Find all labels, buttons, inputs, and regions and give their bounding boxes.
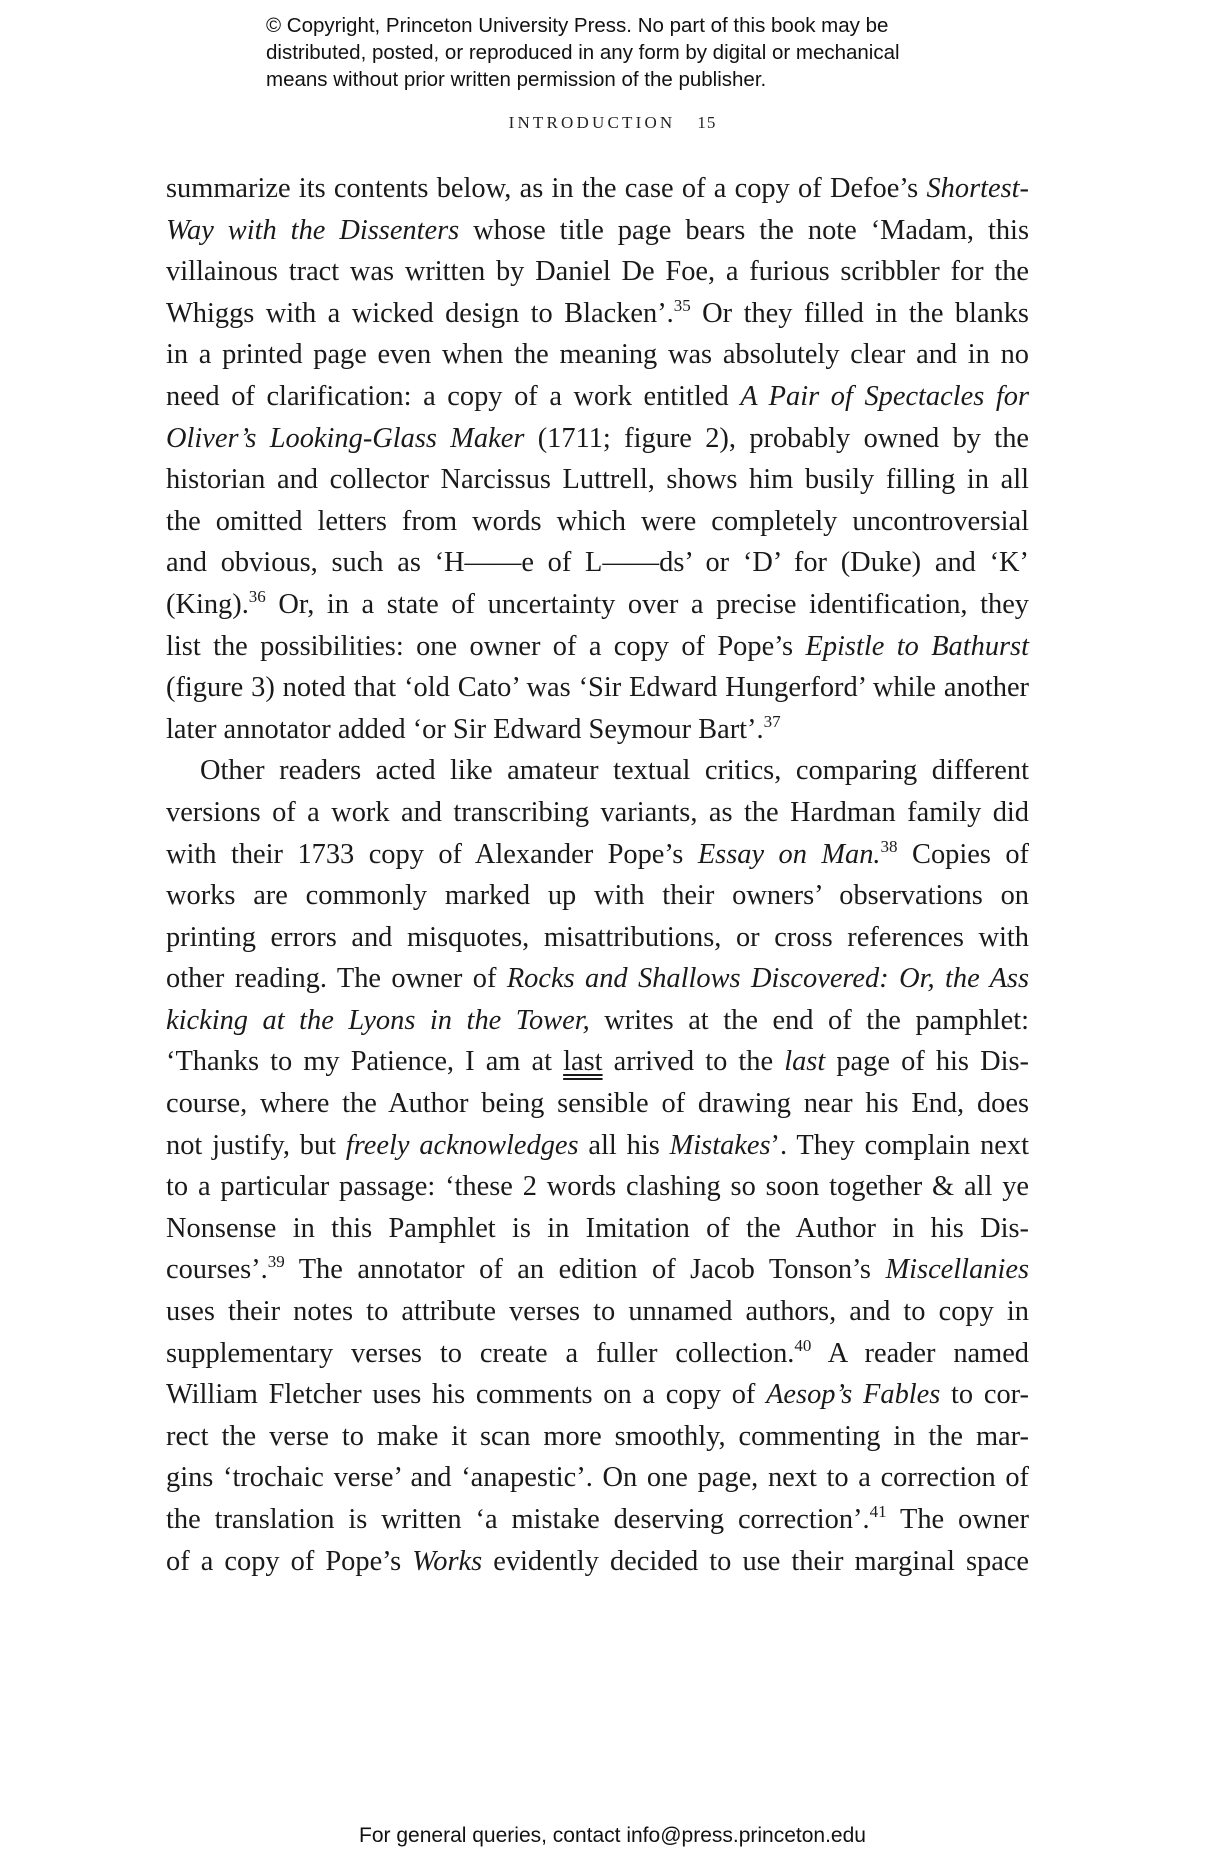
copyright-line: means without prior written permission of the publisher.	[266, 68, 767, 91]
text-line: Way with the Dissenters whose title page bears the note ‘Madam, this	[166, 214, 1029, 246]
text-line: the omitted letters from words which were completely uncontroversial	[166, 505, 1029, 537]
text-line: kicking at the Lyons in the Tower, writes at the end of the pamphlet:	[166, 1004, 1029, 1036]
text-line: (figure 3) noted that ‘old Cato’ was ‘Sir Edward Hungerford’ while another	[166, 672, 1029, 704]
text-line: historian and collector Narcissus Luttrell, shows him busily filling in all	[166, 464, 1029, 496]
text-line: course, where the Author being sensible of drawing near his End, does	[166, 1088, 1029, 1120]
text-line: list the possibilities: one owner of a copy of Pope’s Epistle to Bathurst	[166, 630, 1029, 662]
text-line: Other readers acted like amateur textual critics, comparing different	[200, 755, 1029, 787]
text-line: works are commonly marked up with their owners’ observations on	[166, 880, 1029, 912]
text-line: versions of a work and transcribing variants, as the Hardman family did	[166, 796, 1029, 828]
text-line: Whiggs with a wicked design to Blacken’.$^{35}$ Or they filled in the blanks	[166, 295, 1029, 329]
footer-contact: For general queries, contact info@press.princeton.edu	[359, 1824, 866, 1847]
copyright-line: © Copyright, Princeton University Press. No part of this book may be	[266, 14, 889, 37]
page-number: 15	[697, 113, 717, 132]
footnote-ref: 35	[673, 295, 691, 315]
text-line: the translation is written ‘a mistake deserving correction’.$^{41}$ The owner	[166, 1502, 1029, 1535]
section-title: INTRODUCTION	[508, 113, 676, 132]
text-line: later annotator added ‘or Sir Edward Seymour Bart’.$^{37}$	[166, 711, 781, 745]
text-line: gins ‘trochaic verse’ and ‘anapestic’. On one page, next to a correction of	[166, 1462, 1029, 1494]
footnote-ref: 39	[267, 1252, 285, 1272]
footnote-ref: 40	[794, 1335, 812, 1355]
text-line: with their 1733 copy of Alexander Pope’s Essay on Man.$^{38}$ Copies of	[166, 836, 1029, 870]
footnote-ref: 36	[248, 586, 266, 606]
text-line: and obvious, such as ‘H——e of L——ds’ or ‘D’ for (Duke) and ‘K’	[166, 547, 1029, 579]
body-text	[166, 168, 1029, 1582]
text-line: of a copy of Pope’s Works evidently decided to use their marginal space	[166, 1545, 1029, 1577]
text-line: rect the verse to make it scan more smoothly, commenting in the mar-	[166, 1420, 1029, 1452]
double-underlined-word: last	[563, 1046, 603, 1078]
text-line: in a printed page even when the meaning was absolutely clear and in no	[166, 339, 1029, 371]
text-line: need of clarification: a copy of a work entitled A Pair of Spectacles for	[166, 380, 1029, 412]
copyright-line: distributed, posted, or reproduced in any form by digital or mechanical	[266, 41, 900, 64]
text-line: not justify, but freely acknowledges all his Mistakes’. They complain next	[166, 1129, 1029, 1161]
copyright-notice	[266, 12, 1026, 93]
running-head	[0, 113, 1225, 133]
text-line: (King).$^{36}$ Or, in a state of uncertainty over a precise identification, they	[166, 586, 1029, 620]
text-line: William Fletcher uses his comments on a copy of Aesop’s Fables to cor-	[166, 1379, 1030, 1411]
text-line: courses’.$^{39}$ The annotator of an edition of Jacob Tonson’s Miscellanies	[166, 1252, 1029, 1286]
text-line: to a particular passage: ‘these 2 words clashing so soon together & all ye	[166, 1171, 1029, 1203]
text-line: supplementary verses to create a fuller collection.$^{40}$ A reader named	[166, 1335, 1029, 1369]
text-line: printing errors and misquotes, misattributions, or cross references with	[166, 921, 1029, 953]
footnote-ref: 37	[763, 711, 781, 731]
footnote-ref: 41	[869, 1502, 887, 1521]
text-line: uses their notes to attribute verses to unnamed authors, and to copy in	[166, 1296, 1029, 1328]
text-line: Oliver’s Looking-Glass Maker (1711; figure 2), probably owned by the	[166, 422, 1029, 454]
text-line: Nonsense in this Pamphlet is in Imitation of the Author in his Dis-	[166, 1212, 1029, 1244]
text-line: summarize its contents below, as in the case of a copy of Defoe’s Shortest-	[166, 173, 1029, 204]
footnote-ref: 38	[880, 836, 898, 856]
text-line: ‘Thanks to my Patience, I am at last arrived to the last page of his Dis-	[166, 1046, 1029, 1078]
text-line: villainous tract was written by Daniel De Foe, a furious scribbler for the	[166, 256, 1029, 288]
text-line: other reading. The owner of Rocks and Shallows Discovered: Or, the Ass	[166, 963, 1030, 995]
